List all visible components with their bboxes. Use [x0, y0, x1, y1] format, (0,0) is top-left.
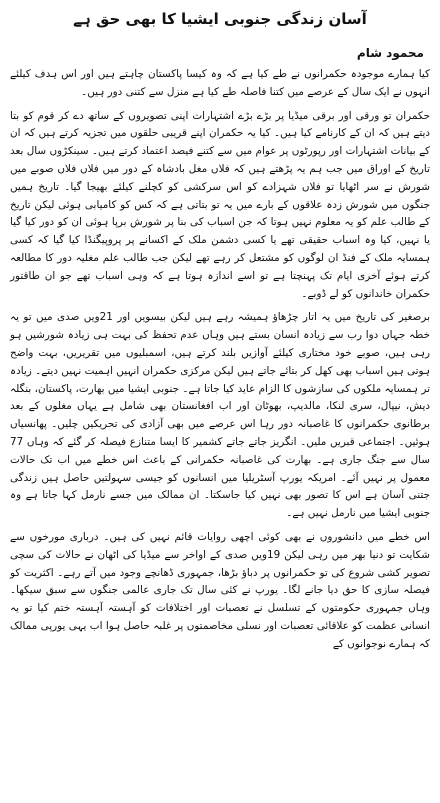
paragraph-1: کیا ہمارے موجودہ حکمرانوں نے طے کیا ہے کہ وہ کیسا پاکستان چاہتے ہیں اور اس ہدف کیلئے انہوں نے ایک سال کے عرصے میں کتنا فاصلہ طے کیا ہے منزل سے کتنی دور ہیں۔ — [10, 68, 430, 98]
article-title: آسان زندگی جنوبی ایشیا کا بھی حق ہے — [73, 10, 367, 28]
author-name: محمود شام — [356, 46, 424, 60]
paragraph-2: حکمران تو ورقی اور برقی میڈیا پر بڑے بڑے اشتہارات اپنی تصویروں کے ساتھ دے کر قوم کو بتا دیتے ہیں کہ ان کے کارنامے کیا ہیں۔ کیا یہ حکمران اپنے قریبی حلقوں میں تجزیہ کرتے ہیں کہ ان کے بیانات اشتہارات اور رپورٹوں پر عوام میں سے کتنے فیصد اعتماد کرتے ہیں۔ سینکڑوں سال بعد تاریخ کے اوراق میں جب ہم یہ پڑھتے ہیں کہ فلاں مغل بادشاہ کے دور میں فلاں فلاں صوبے میں شورش نے سر اٹھایا تو فلاں شہزادے کو اس سرکشی کو کچلنے کیلئے بھیجا گیا۔ تاریخ ہمیں جنگوں میں شورش زدہ علاقوں کے بارے میں یہ تو بتاتی ہے کہ کس کو کامیابی ہوئی لیکن تاریخ کے طالب علم کو یہ معلوم نہیں ہوتا کہ جن اسباب کی بنا پر شورش برپا ہوئی ان کو دور کیا گیا یا نہیں، کیا وہ اسباب حقیقی تھے یا کسی دشمن ملک کے اکسانے پر پروپیگنڈا کیا گیا کہ کسی ہمسایہ ملک کے فنڈ ان لوگوں کو مشتعل کر رہے تھے لیکن جب طالب علم مغلیہ دور کا مطالعہ کرتے ہوئے آخری ایام تک پہنچتا ہے تو اسے اندازہ ہوتا ہے کہ وہی اسباب تھے جو ان طاقتور حکمران خاندانوں کو لے ڈوبے۔ — [10, 109, 430, 300]
paragraph-3: برصغیر کی تاریخ میں یہ اتار چڑھاؤ ہمیشہ رہے ہیں لیکن بیسویں اور 21ویں صدی میں تو یہ خطہ جہاں دوا رب سے زیادہ انسان بستے ہیں وہاں عدم تحفظ کی بہت ہی زیادہ شورشیں ہو رہی ہیں، صوبے خود مختاری کیلئے آوازیں بلند کرتے ہیں، اسمبلیوں میں تقریریں، بہت واضح ہوتی ہیں اسباب بھی کھل کر بتائے جاتے ہیں لیکن مرکزی حکمران انہیں اہمیت نہیں دیتے۔ زیادہ تر ہمسایہ ملکوں کی سازشوں کا الزام عاید کیا جاتا ہے۔ جنوبی ایشیا میں بھارت، پاکستان، بنگلہ دیش، نیپال، سری لنکا، مالدیپ، بھوٹان اور اب افغانستان بھی شامل ہے یہاں مغلوں کے بعد برطانوی حکمرانوں کا غاصبانہ دور رہا اس عرصے میں بھی آزادی کی تحریکیں چلیں۔ پھانسیاں ہوئیں۔ اجتماعی قبریں ملیں۔ انگریز جاتے جاتے کشمیر کا ایسا متنازع فیصلہ کر گئے کہ وہاں 77 سال سے جنگ جاری ہے۔ بھارت کی غاصبانہ حکمرانی کے باعث اس خطے میں اب تک حالات معمول پر نہیں آئے۔ امریکہ یورپ آسٹریلیا میں انسانوں کو جیسی سہولتیں حاصل ہیں زندگی جتنی آسان ہے اس کا تصور بھی نہیں کیا جاسکتا۔ ان ممالک میں جسے نارمل کہا جاتا ہے وہ جنوبی ایشیا میں نارمل نہیں ہے۔ — [10, 311, 430, 520]
paragraph-4: اس خطے میں دانشوروں نے بھی کوئی اچھی روایات قائم نہیں کی ہیں۔ درباری مورخوں سے شکایت تو دنیا بھر میں رہی لیکن 19ویں صدی کے اواخر سے میڈیا کی اٹھان نے حالات کی سچی تصویر کشی شروع کی تو حکمرانوں پر دباؤ بڑھا، جمہوری ڈھانچے وجود میں آتے رہے۔ اکثریت کو فیصلہ سازی کا حق دیا جانے لگا۔ یورپ نے کئی سال تک جاری عالمی جنگوں سے سبق سیکھا۔ وہاں جمہوری حکومتوں کے تسلسل نے تعصبات اور اختلافات کو آہستہ آہستہ ختم کیا تو یہ انسانی عظمت کو علاقائی تعصبات اور نسلی مخاصمتوں پر غلبہ حاصل ہوا اب یہی یورپی ممالک کہ ہمارے نوجوانوں کے — [10, 530, 430, 650]
